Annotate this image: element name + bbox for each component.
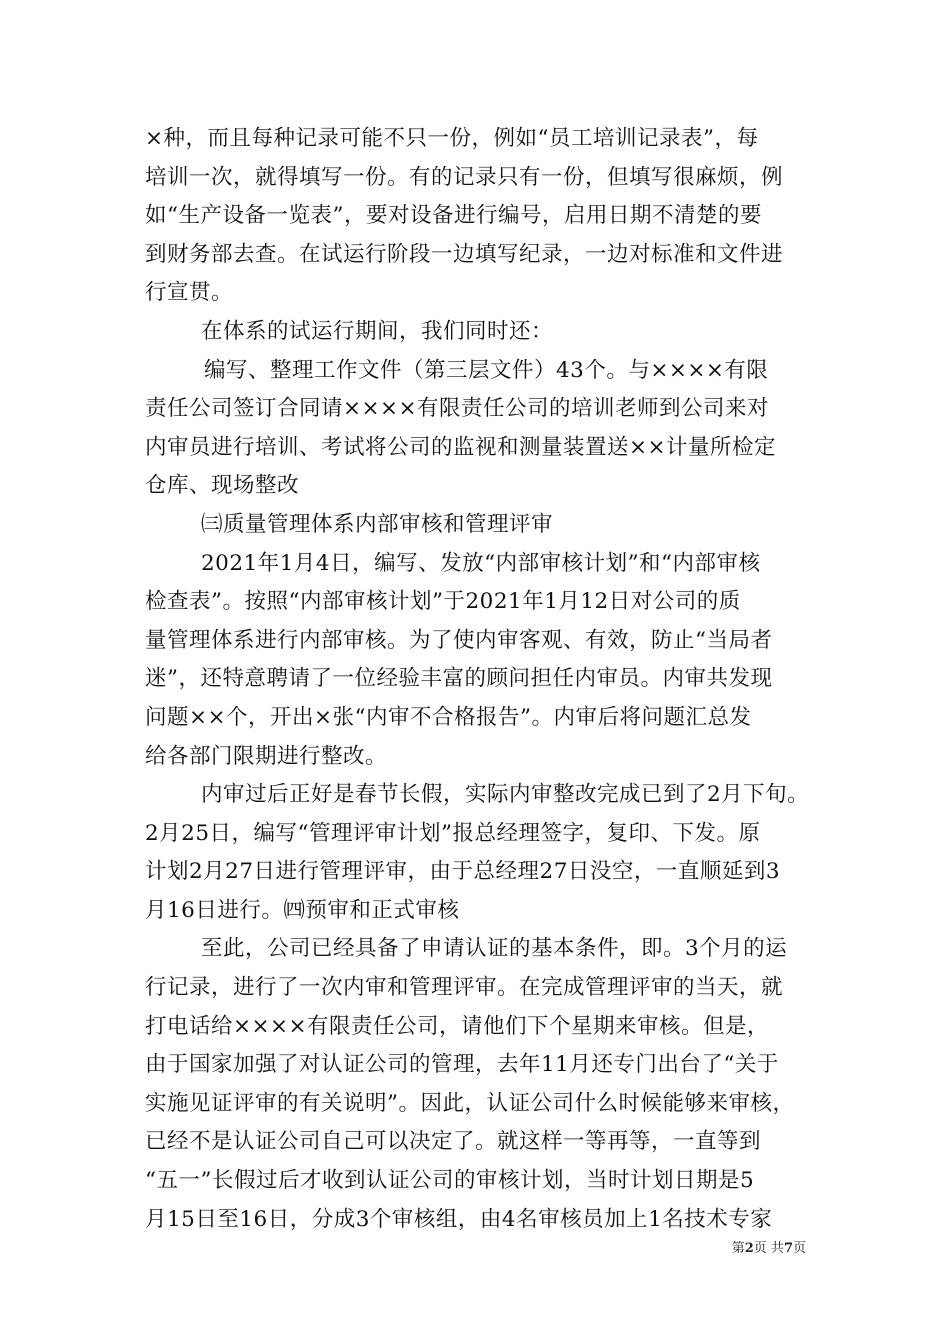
text-line: “五一”长假过后才收到认证公司的审核计划，当时计划日期是5 [145, 1168, 755, 1194]
text-line: 编写、整理工作文件（第三层文件）43个。与××××有限 [204, 357, 769, 383]
text-line: 迷”，还特意聘请了一位经验丰富的顾问担任内审员。内审共发现 [145, 666, 773, 692]
body-text [145, 120, 810, 1239]
text-line: 培训一次，就得填写一份。有的记录只有一份，但填写很麻烦，例 [145, 164, 784, 190]
text-line: 如“生产设备一览表”，要对设备进行编号，启用日期不清楚的要 [145, 203, 762, 229]
section-heading: ㈢质量管理体系内部审核和管理评审 [201, 511, 554, 537]
text-line: 行宣贯。 [145, 280, 234, 306]
footer-prefix: 第 [731, 1241, 745, 1256]
text-line: 内审过后正好是春节长假，实际内审整改完成已到了2月下旬。 [201, 782, 810, 808]
text-line: 检查表”。按照“内部审核计划”于2021年1月12日对公司的质 [145, 589, 741, 615]
text-line: 量管理体系进行内部审核。为了使内审客观、有效，防止“当局者 [145, 627, 773, 653]
text-line: 至此，公司已经具备了申请认证的基本条件，即。3个月的运 [201, 936, 788, 962]
footer-middle: 页 共 [753, 1241, 784, 1256]
text-line: 月15日至16日，分成3个审核组，由4名审核员加上1名技术专家 [145, 1206, 773, 1232]
page-footer [0, 1241, 806, 1257]
text-line: 仓库、现场整改 [145, 473, 300, 499]
footer-suffix: 页 [792, 1241, 806, 1256]
text-line: 月16日进行。㈣预审和正式审核 [145, 897, 460, 923]
current-page-number: 2 [744, 1241, 754, 1256]
text-line: 给各部门限期进行整改。 [145, 743, 388, 769]
text-line: 行记录，进行了一次内审和管理评审。在完成管理评审的当天，就 [145, 975, 784, 1001]
text-line: 问题××个，开出×张“内审不合格报告”。内审后将问题汇总发 [145, 704, 752, 730]
text-line: 由于国家加强了对认证公司的管理，去年11月还专门出台了“关于 [145, 1052, 779, 1078]
text-line: 实施见证评审的有关说明”。因此，认证公司什么时候能够来审核， [145, 1090, 795, 1116]
text-line: 打电话给××××有限责任公司，请他们下个星期来审核。但是， [145, 1013, 770, 1039]
text-line: 责任公司签订合同请××××有限责任公司的培训老师到公司来对 [145, 396, 770, 422]
total-pages-number: 7 [783, 1241, 793, 1256]
text-line: 2021年1月4日，编写、发放“内部审核计划”和“内部审核 [201, 550, 761, 576]
text-line: 计划2月27日进行管理评审，由于总经理27日没空，一直顺延到3 [145, 859, 781, 885]
text-line: 在体系的试运行期间，我们同时还： [201, 318, 554, 344]
text-line: ×种，而且每种记录可能不只一份，例如“员工培训记录表”，每 [145, 126, 759, 151]
text-line: 内审员进行培训、考试将公司的监视和测量装置送××计量所检定 [145, 434, 777, 460]
text-line: 到财务部去查。在试运行阶段一边填写纪录，一边对标准和文件进 [145, 241, 784, 267]
text-line: 2月25日，编写“管理评审计划”报总经理签字，复印、下发。原 [145, 820, 761, 846]
text-line: 已经不是认证公司自己可以决定了。就这样一等再等，一直等到 [145, 1129, 762, 1155]
